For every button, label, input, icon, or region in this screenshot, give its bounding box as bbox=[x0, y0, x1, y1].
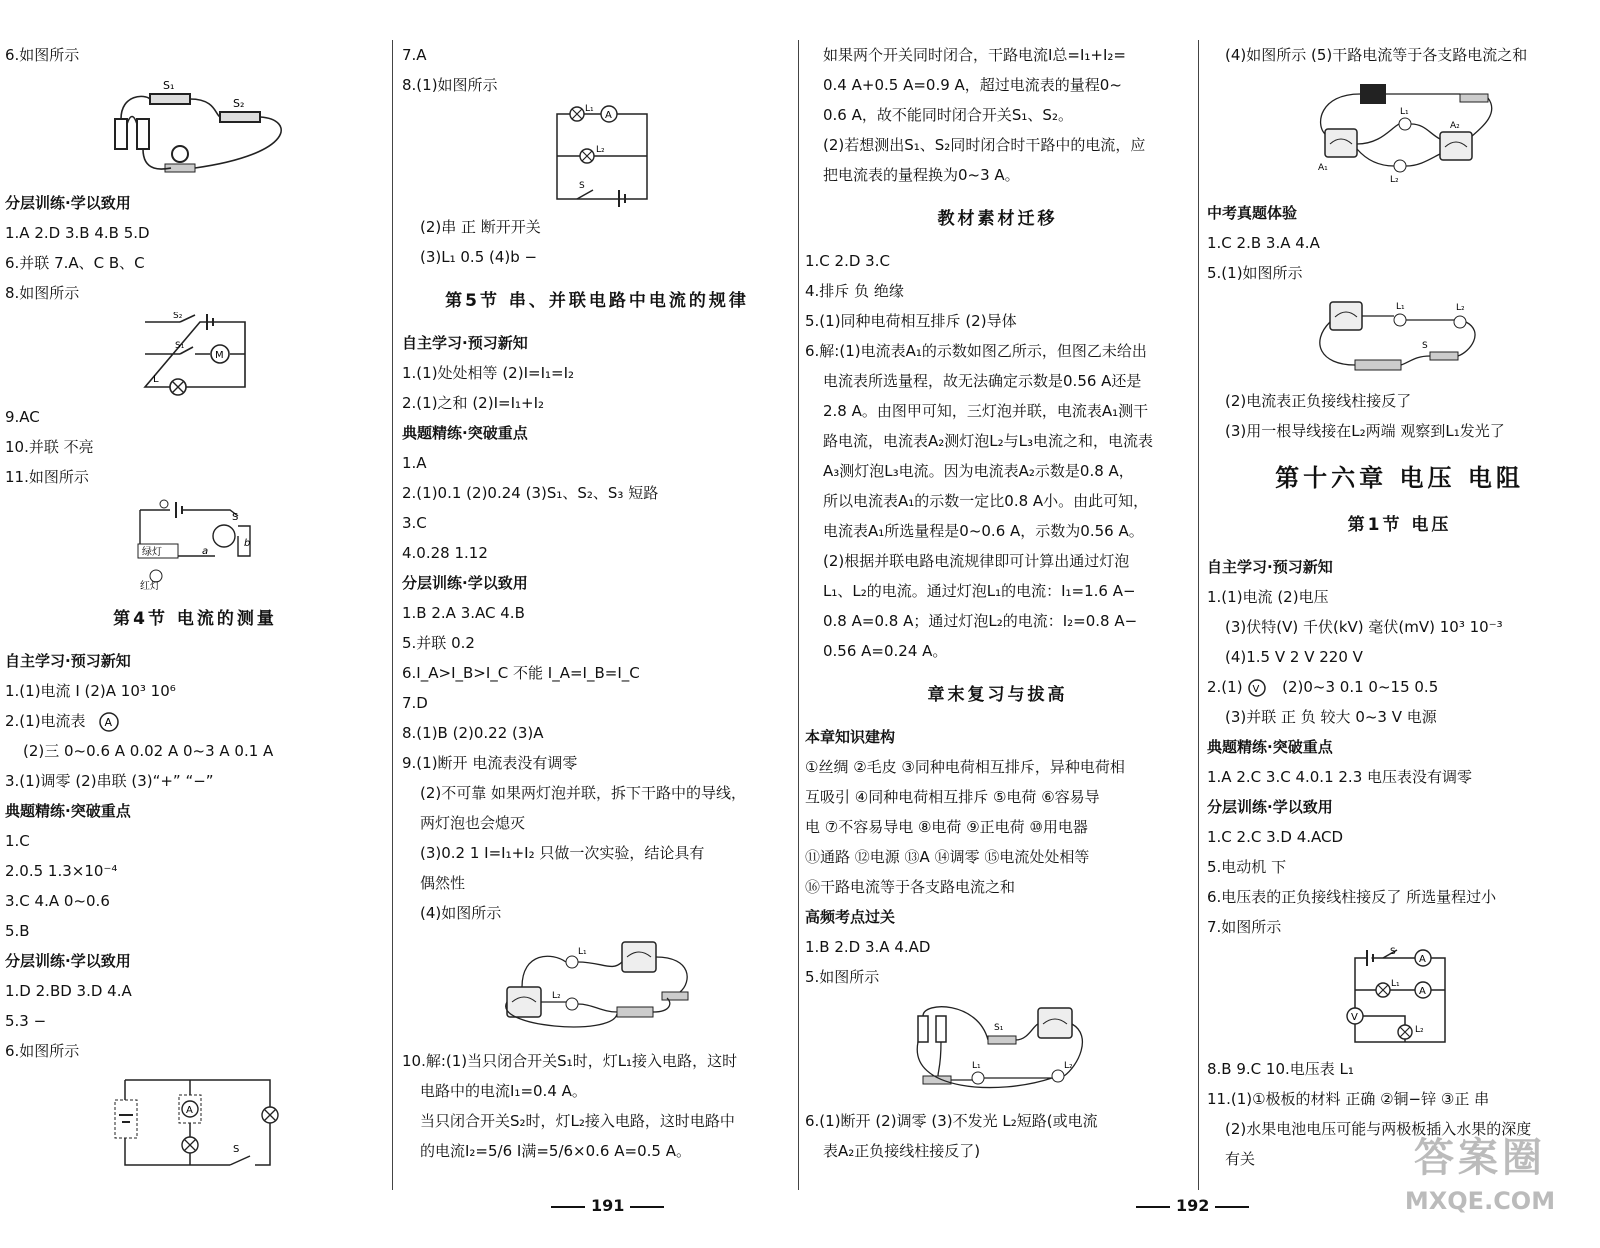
answer-line: 1.C 2.C 3.D 4.ACD bbox=[1207, 828, 1344, 846]
answer-line: (3)用一根导线接在L₂两端 观察到L₁发光了 bbox=[1225, 422, 1505, 440]
answer-line: (2)串 正 断开开关 bbox=[420, 218, 541, 236]
fig-label-green: 绿灯 bbox=[142, 547, 162, 558]
answer-line: 6.(1)断开 (2)调零 (3)不发光 L₂短路(或电流 bbox=[805, 1112, 1098, 1130]
column-1 bbox=[5, 40, 385, 1174]
svg-text:L₁: L₁ bbox=[578, 947, 587, 957]
svg-text:L₁: L₁ bbox=[1395, 302, 1405, 312]
svg-text:A: A bbox=[1418, 986, 1426, 997]
answer-line: (4)如图所示 (5)干路电流等于各支路电流之和 bbox=[1225, 46, 1528, 64]
fig-label-b: b bbox=[244, 538, 251, 549]
svg-text:L₂: L₂ bbox=[552, 991, 561, 1001]
answer-line: 电路中的电流I₁=0.4 A。 bbox=[420, 1082, 587, 1100]
answer-line: (2)若想测出S₁、S₂同时闭合时干路中的电流，应 bbox=[823, 136, 1146, 154]
section-heading: 分层训练·学以致用 bbox=[402, 574, 528, 592]
svg-text:L₁: L₁ bbox=[971, 1061, 981, 1071]
column-2 bbox=[402, 40, 792, 1166]
circuit-figure-physical-1 bbox=[5, 74, 385, 184]
svg-text:A: A bbox=[1418, 954, 1426, 965]
section-heading: 分层训练·学以致用 bbox=[5, 952, 131, 970]
answer-line: (3)并联 正 负 较大 0~3 V 电源 bbox=[1225, 708, 1437, 726]
answer-line: 两灯泡也会熄灭 bbox=[420, 814, 526, 832]
answer-line: 0.4 A+0.5 A=0.9 A，超过电流表的量程0~ bbox=[823, 76, 1122, 94]
answer-line: 0.6 A，故不能同时闭合开关S₁、S₂。 bbox=[823, 106, 1073, 124]
svg-text:L₂: L₂ bbox=[1455, 303, 1465, 313]
circuit-figure-voltmeter bbox=[1207, 946, 1592, 1050]
answer-line: (3)L₁ 0.5 (4)b − bbox=[420, 248, 538, 266]
circuit-figure-l1-l2 bbox=[402, 104, 792, 208]
answer-line: A₃测灯泡L₃电流。因为电流表A₂示数是0.8 A， bbox=[823, 462, 1134, 480]
section-heading: 自主学习·预习新知 bbox=[5, 652, 131, 670]
column-divider bbox=[1198, 40, 1199, 1190]
answer-line: 4.排斥 负 绝缘 bbox=[805, 282, 904, 300]
answer-line: 1.A 2.C 3.C 4.0.1 2.3 电压表没有调零 bbox=[1207, 768, 1473, 786]
answer-line: 1.C 2.B 3.A 4.A bbox=[1207, 234, 1320, 252]
fig-label-switch: S bbox=[232, 512, 239, 523]
svg-text:S: S bbox=[233, 1144, 240, 1155]
answer-line: 1.(1)电流 (2)电压 bbox=[1207, 588, 1329, 606]
answer-line: 1.B 2.A 3.AC 4.B bbox=[402, 604, 525, 622]
column-divider bbox=[798, 40, 799, 1190]
circuit-figure-physical-ammeters bbox=[402, 932, 792, 1042]
answer-line: 7.D bbox=[402, 694, 428, 712]
answer-line: (4)1.5 V 2 V 220 V bbox=[1225, 648, 1363, 666]
voltmeter-symbol-icon bbox=[1247, 678, 1267, 698]
answer-line: 6.如图所示 bbox=[5, 46, 80, 64]
answer-line: 3.C bbox=[402, 514, 427, 532]
answer-line: 1.D 2.BD 3.D 4.A bbox=[5, 982, 132, 1000]
answer-line: 5.并联 0.2 bbox=[402, 634, 475, 652]
answer-line: 1.A bbox=[402, 454, 427, 472]
answer-line: (3)伏特(V) 千伏(kV) 毫伏(mV) 10³ 10⁻³ bbox=[1225, 618, 1503, 636]
chapter-title: 第十六章 电压 电阻 bbox=[1275, 464, 1524, 492]
answer-line: 9.(1)断开 电流表没有调零 bbox=[402, 754, 578, 772]
section-heading: 分层训练·学以致用 bbox=[5, 194, 131, 212]
answer-line: 1.C 2.D 3.C bbox=[805, 252, 890, 270]
svg-text:L₁: L₁ bbox=[1390, 979, 1400, 989]
circuit-figure-physical-2 bbox=[805, 996, 1190, 1102]
answer-line: ⑯干路电流等于各支路电流之和 bbox=[805, 878, 1016, 896]
answer-line: 如果两个开关同时闭合，干路电流I总=I₁+I₂= bbox=[823, 46, 1127, 64]
answer-line: 1.C bbox=[5, 832, 30, 850]
answer-line: (2)水果电池电压可能与两极板插入水果的深度 bbox=[1225, 1120, 1532, 1138]
answer-line: 6.并联 7.A、C B、C bbox=[5, 254, 145, 272]
answer-line: 10.解:(1)当只闭合开关S₁时，灯L₁接入电路，这时 bbox=[402, 1052, 738, 1070]
answer-line: 2.(1)0.1 (2)0.24 (3)S₁、S₂、S₃ 短路 bbox=[402, 484, 659, 502]
svg-text:S: S bbox=[579, 181, 585, 191]
answer-line: 8.(1)B (2)0.22 (3)A bbox=[402, 724, 544, 742]
answer-line: 5.3 − bbox=[5, 1012, 47, 1030]
answer-line: 2.(1)之和 (2)I=I₁+I₂ bbox=[402, 394, 545, 412]
answer-line: 5.B bbox=[5, 922, 30, 940]
answer-line: 6.电压表的正负接线柱接反了 所选量程过小 bbox=[1207, 888, 1497, 906]
section-title: 章末复习与拔高 bbox=[927, 685, 1068, 705]
fig-label-s1: S₁ bbox=[163, 79, 175, 92]
page-number-left: 191 bbox=[545, 1196, 670, 1215]
answer-line: 11.(1)①极板的材料 正确 ②铜−锌 ③正 串 bbox=[1207, 1090, 1490, 1108]
answer-line: 8.B 9.C 10.电压表 L₁ bbox=[1207, 1060, 1354, 1078]
circuit-figure-physical-3 bbox=[1207, 74, 1592, 194]
answer-line: 7.A bbox=[402, 46, 427, 64]
section-heading: 自主学习·预习新知 bbox=[402, 334, 528, 352]
answer-line: 5.如图所示 bbox=[805, 968, 880, 986]
svg-text:S: S bbox=[1421, 341, 1428, 351]
answer-line: 1.B 2.D 3.A 4.AD bbox=[805, 938, 931, 956]
watermark-url: MXQE.COM bbox=[1404, 1187, 1556, 1215]
circuit-figure-physical-4 bbox=[1207, 292, 1592, 382]
svg-text:L₂: L₂ bbox=[596, 145, 605, 155]
answer-line bbox=[5, 706, 385, 736]
answer-line: 有关 bbox=[1225, 1150, 1256, 1168]
answer-line: 5.(1)同种电荷相互排斥 (2)导体 bbox=[805, 312, 1017, 330]
svg-text:A: A bbox=[605, 110, 612, 121]
section-heading: 本章知识建构 bbox=[805, 728, 896, 746]
svg-text:A: A bbox=[104, 715, 113, 729]
svg-text:A: A bbox=[186, 1105, 193, 1116]
answer-line: 3.(1)调零 (2)串联 (3)“+” “−” bbox=[5, 772, 214, 790]
answer-line: 的电流I₂=5/6 I满=5/6×0.6 A=0.5 A。 bbox=[420, 1142, 691, 1160]
answer-line: 电流表A₁所选量程是0~0.6 A，示数为0.56 A。 bbox=[823, 522, 1144, 540]
answer-text: (2)0~3 0.1 0~15 0.5 bbox=[1282, 678, 1439, 696]
circuit-figure-ammeter bbox=[5, 1070, 385, 1170]
answer-line: 5.(1)如图所示 bbox=[1207, 264, 1303, 282]
section-heading: 高频考点过关 bbox=[805, 908, 896, 926]
svg-text:A₂: A₂ bbox=[1449, 121, 1460, 131]
section-title: 第5节 串、并联电路中电流的规律 bbox=[445, 291, 749, 311]
answer-line: 电流表所选量程，故无法确定示数是0.56 A还是 bbox=[823, 372, 1142, 390]
watermark-logo-text: 答案圈 bbox=[1414, 1135, 1546, 1181]
circuit-figure-motor bbox=[5, 312, 385, 398]
column-4 bbox=[1207, 40, 1592, 1174]
answer-line: 6.I_A>I_B>I_C 不能 I_A=I_B=I_C bbox=[402, 664, 640, 682]
svg-text:L₂: L₂ bbox=[1389, 175, 1399, 185]
answer-line: 所以电流表A₁的示数一定比0.8 A小。由此可知， bbox=[823, 492, 1149, 510]
fig-label-s2: S₂ bbox=[233, 97, 245, 110]
answer-line: (2)电流表正负接线柱接反了 bbox=[1225, 392, 1412, 410]
answer-line: 偶然性 bbox=[420, 874, 466, 892]
fig-label-red: 红灯 bbox=[140, 581, 160, 590]
fig-label-l: L bbox=[153, 374, 159, 385]
section-heading: 分层训练·学以致用 bbox=[1207, 798, 1333, 816]
answer-line: 互吸引 ④同种电荷相互排斥 ⑤电荷 ⑥容易导 bbox=[805, 788, 1100, 806]
answer-line: 1.(1)电流 I (2)A 10³ 10⁶ bbox=[5, 682, 176, 700]
column-divider bbox=[392, 40, 393, 1190]
answer-line: 4.0.28 1.12 bbox=[402, 544, 488, 562]
answer-line: 0.56 A=0.24 A。 bbox=[823, 642, 948, 660]
svg-text:L₁: L₁ bbox=[1399, 107, 1409, 117]
answer-line: 7.如图所示 bbox=[1207, 918, 1282, 936]
svg-text:L₂: L₂ bbox=[1414, 1025, 1424, 1035]
watermark bbox=[1370, 1130, 1590, 1240]
answer-line: 0.8 A=0.8 A；通过灯泡L₂的电流：I₂=0.8 A− bbox=[823, 612, 1138, 630]
section-title: 第4节 电流的测量 bbox=[113, 609, 277, 629]
section-title: 教材素材迁移 bbox=[937, 209, 1058, 229]
fig-label-m: M bbox=[215, 350, 224, 361]
svg-text:S: S bbox=[1389, 947, 1396, 957]
answer-line: 5.电动机 下 bbox=[1207, 858, 1287, 876]
circuit-figure-traffic-lights bbox=[5, 496, 385, 590]
answer-text: 2.(1) bbox=[1207, 678, 1243, 696]
svg-text:L₂: L₂ bbox=[1063, 1061, 1073, 1071]
answer-line: 表A₂正负接线柱接反了) bbox=[823, 1142, 981, 1160]
answer-line: ⑪通路 ⑫电源 ⑬A ⑭调零 ⑮电流处处相等 bbox=[805, 848, 1090, 866]
answer-line: 2.8 A。由图甲可知，三灯泡并联，电流表A₁测干 bbox=[823, 402, 1149, 420]
answer-line: 当只闭合开关S₂时，灯L₂接入电路，这时电路中 bbox=[420, 1112, 735, 1130]
answer-line: 把电流表的量程换为0~3 A。 bbox=[823, 166, 1020, 184]
svg-text:V: V bbox=[1350, 1012, 1358, 1023]
answer-line: (3)0.2 1 I=I₁+I₂ 只做一次实验，结论具有 bbox=[420, 844, 705, 862]
answer-line: (2)不可靠 如果两灯泡并联，拆下干路中的导线， bbox=[420, 784, 747, 802]
svg-text:V: V bbox=[1252, 683, 1260, 695]
answer-line: ①丝绸 ②毛皮 ③同种电荷相互排斥，异种电荷相 bbox=[805, 758, 1125, 776]
answer-line: 11.如图所示 bbox=[5, 468, 89, 486]
answer-line: 1.A 2.D 3.B 4.B 5.D bbox=[5, 224, 150, 242]
column-3 bbox=[805, 40, 1190, 1166]
ammeter-symbol-icon bbox=[98, 711, 120, 733]
fig-label-a: a bbox=[202, 546, 209, 557]
svg-text:S₁: S₁ bbox=[993, 1023, 1003, 1033]
answer-line: 6.解:(1)电流表A₁的示数如图乙所示，但图乙未给出 bbox=[805, 342, 1147, 360]
answer-text: 2.(1)电流表 bbox=[5, 712, 86, 730]
answer-line bbox=[1207, 672, 1592, 702]
answer-line: (4)如图所示 bbox=[420, 904, 502, 922]
answer-line: 2.0.5 1.3×10⁻⁴ bbox=[5, 862, 118, 880]
answer-line: 3.C 4.A 0~0.6 bbox=[5, 892, 110, 910]
answer-line: 1.(1)处处相等 (2)I=I₁=I₂ bbox=[402, 364, 575, 382]
answer-line: 电 ⑦不容易导电 ⑧电荷 ⑨正电荷 ⑩用电器 bbox=[805, 818, 1088, 836]
fig-label-s1b: S₁ bbox=[175, 341, 185, 351]
answer-line: 8.(1)如图所示 bbox=[402, 76, 498, 94]
section-heading: 典题精练·突破重点 bbox=[5, 802, 131, 820]
section-title: 第1节 电压 bbox=[1347, 515, 1452, 535]
answer-line: 10.并联 不亮 bbox=[5, 438, 94, 456]
section-heading: 典题精练·突破重点 bbox=[402, 424, 528, 442]
section-heading: 自主学习·预习新知 bbox=[1207, 558, 1333, 576]
fig-label-s: S₂ bbox=[173, 312, 183, 321]
section-heading: 中考真题体验 bbox=[1207, 204, 1298, 222]
answer-line: (2)根据并联电路电流规律即可计算出通过灯泡 bbox=[823, 552, 1130, 570]
answer-line: L₁、L₂的电流。通过灯泡L₁的电流：I₁=1.6 A− bbox=[823, 582, 1136, 600]
page-number-right: 192 bbox=[1130, 1196, 1255, 1215]
answer-line: (2)三 0~0.6 A 0.02 A 0~3 A 0.1 A bbox=[23, 742, 274, 760]
answer-line: 9.AC bbox=[5, 408, 40, 426]
answer-line: 路电流，电流表A₂测灯泡L₂与L₃电流之和，电流表 bbox=[823, 432, 1154, 450]
section-heading: 典题精练·突破重点 bbox=[1207, 738, 1333, 756]
svg-text:L₁: L₁ bbox=[585, 104, 594, 114]
svg-text:A₁: A₁ bbox=[1317, 163, 1328, 173]
answer-line: 6.如图所示 bbox=[5, 1042, 80, 1060]
answer-line: 8.如图所示 bbox=[5, 284, 80, 302]
